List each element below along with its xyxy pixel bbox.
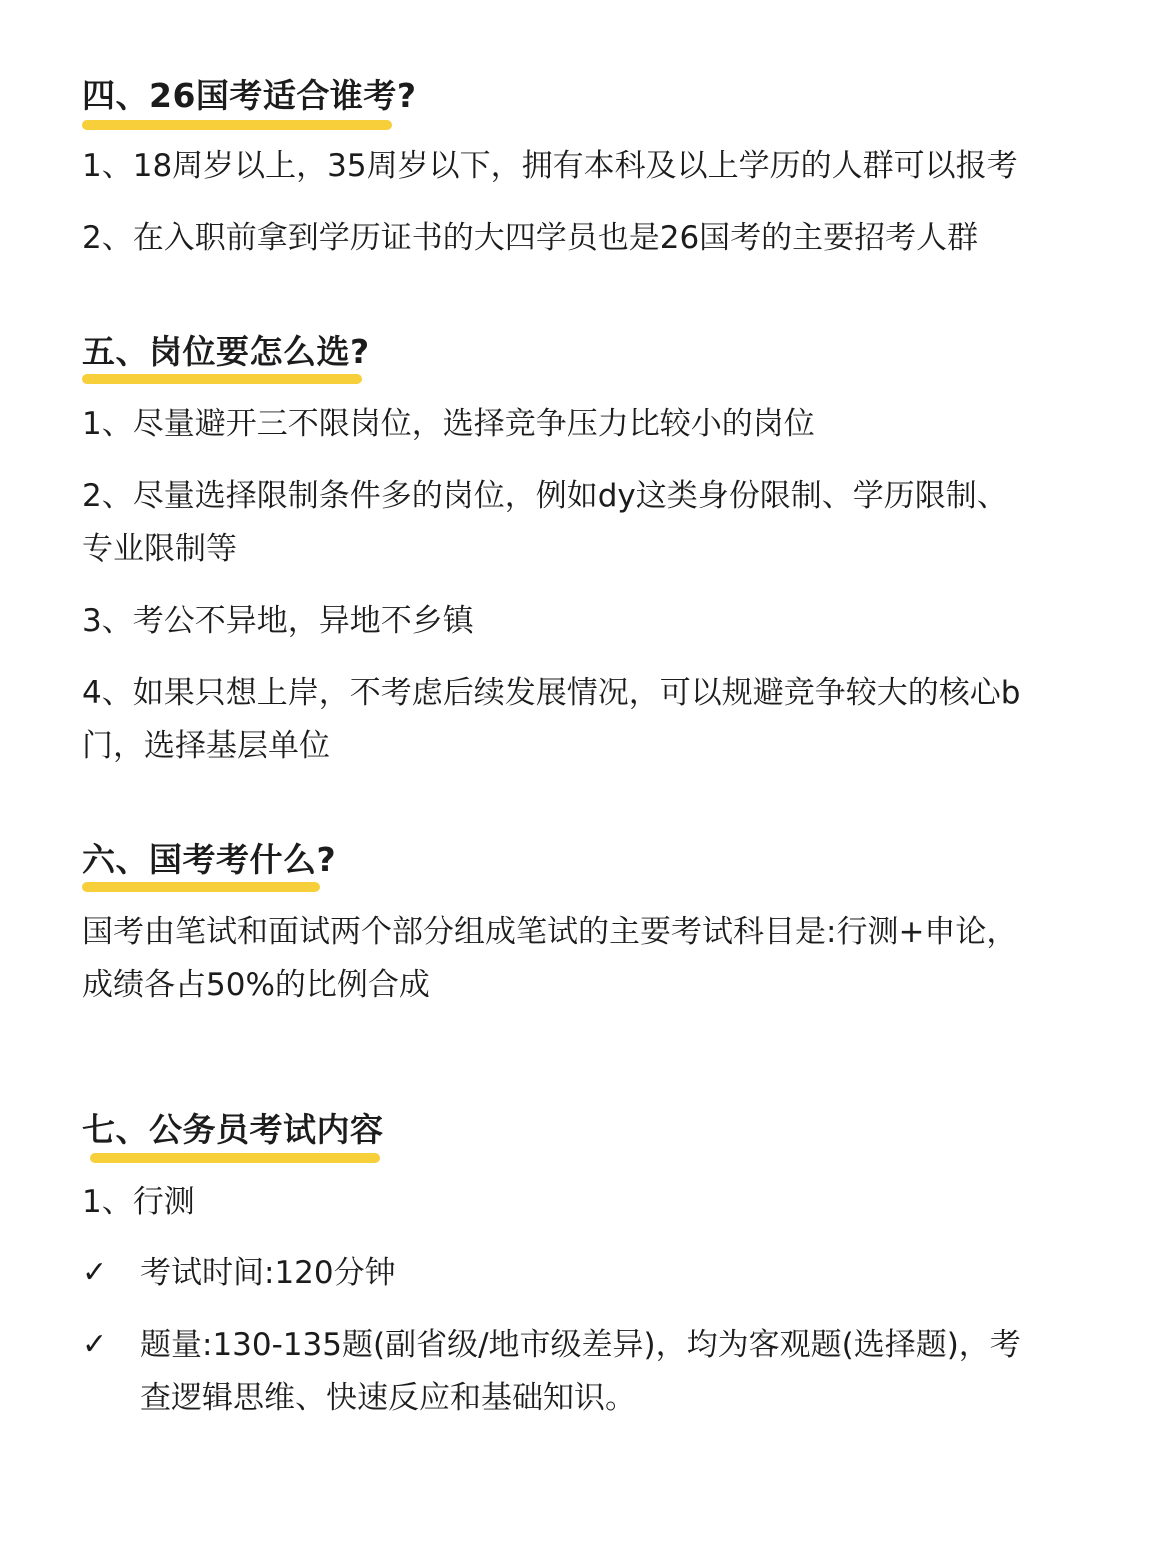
section-heading-text: 七、公务员考试内容 bbox=[82, 1110, 384, 1149]
section-heading-text: 四、26国考适合谁考? bbox=[82, 76, 417, 115]
list-item-continuation: 专业限制等 bbox=[82, 531, 237, 567]
section-heading-text: 六、国考考什么? bbox=[82, 840, 337, 879]
heading-highlight bbox=[82, 882, 320, 892]
list-item: 1、尽量避开三不限岗位，选择竞争压力比较小的岗位 bbox=[82, 406, 815, 442]
list-item-continuation: 门，选择基层单位 bbox=[82, 728, 330, 764]
heading-highlight bbox=[82, 120, 392, 130]
list-item: 1、18周岁以上，35周岁以下，拥有本科及以上学历的人群可以报考 bbox=[82, 148, 1018, 184]
section-heading-text: 五、岗位要怎么选? bbox=[82, 332, 370, 371]
list-item: 4、如果只想上岸，不考虑后续发展情况，可以规避竞争较大的核心b bbox=[82, 675, 1021, 711]
section-heading bbox=[82, 332, 370, 372]
checklist-item-continuation: 查逻辑思维、快速反应和基础知识。 bbox=[140, 1380, 636, 1416]
heading-highlight bbox=[82, 374, 362, 384]
paragraph-line: 国考由笔试和面试两个部分组成笔试的主要考试科目是:行测+申论， bbox=[82, 914, 1018, 950]
check-icon: ✓ bbox=[82, 1255, 108, 1290]
list-item: 2、在入职前拿到学历证书的大四学员也是26国考的主要招考人群 bbox=[82, 220, 979, 256]
list-item: 2、尽量选择限制条件多的岗位，例如dy这类身份限制、学历限制、 bbox=[82, 478, 1008, 514]
checklist-item: 题量:130-135题(副省级/地市级差异)，均为客观题(选择题)，考 bbox=[140, 1327, 1021, 1363]
section-heading bbox=[82, 76, 417, 116]
list-item: 1、行测 bbox=[82, 1184, 195, 1220]
paragraph-line: 成绩各占50%的比例合成 bbox=[82, 967, 430, 1003]
check-icon: ✓ bbox=[82, 1327, 108, 1362]
checklist-item: 考试时间:120分钟 bbox=[140, 1255, 396, 1291]
section-heading bbox=[82, 1110, 384, 1150]
list-item: 3、考公不异地，异地不乡镇 bbox=[82, 603, 474, 639]
heading-highlight bbox=[90, 1153, 380, 1163]
section-heading bbox=[82, 840, 336, 880]
